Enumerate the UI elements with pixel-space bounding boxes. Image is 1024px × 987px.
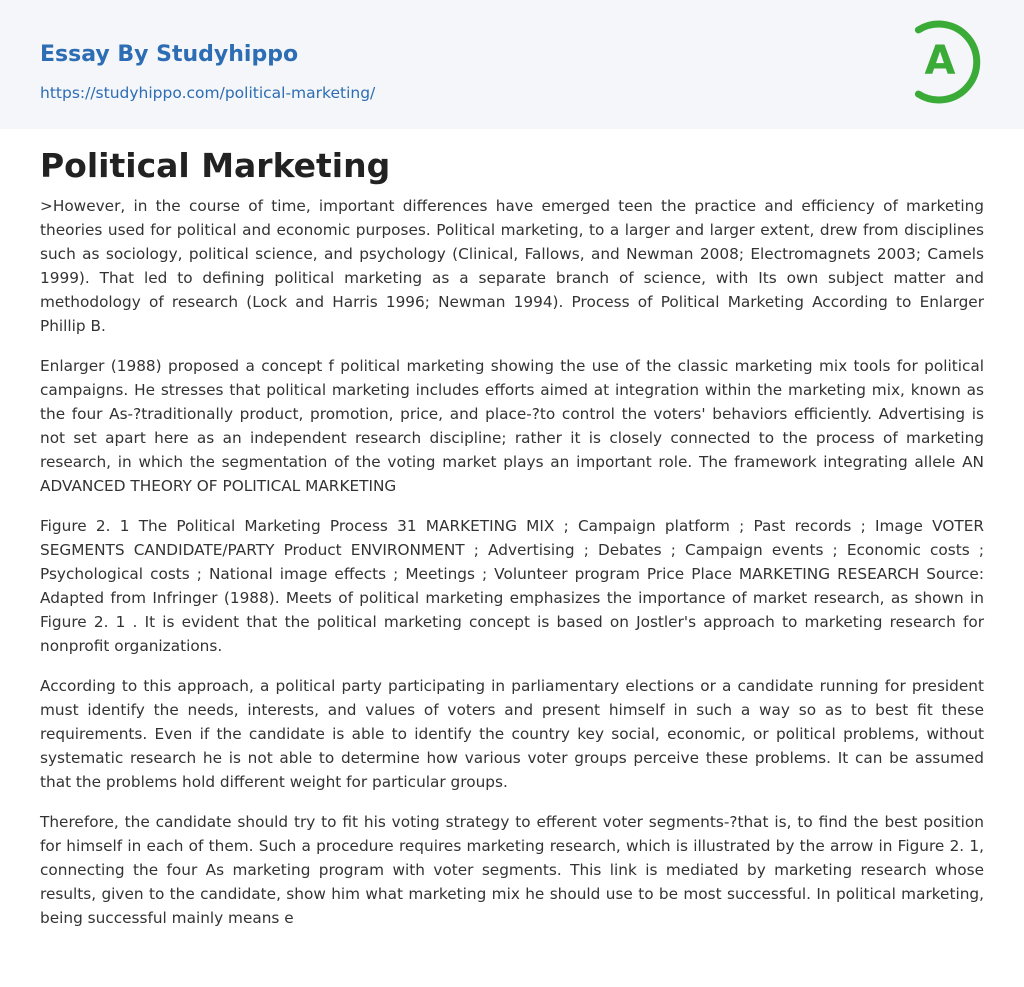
studyhippo-logo-icon[interactable] <box>912 19 986 105</box>
article-body <box>40 194 984 946</box>
site-header <box>0 0 1024 129</box>
logo-letter: A <box>924 38 956 84</box>
article-paragraph: Figure 2. 1 The Political Marketing Process 31 MARKETING MIX ; Campaign platform ; Past records ; Image VOTER SEGMENTS CANDIDATE/PARTY Product ENVIRONMENT ; Advertising ; Debates ; Campaign events ; Economic costs ; Psychological costs ; National image effects ; Meetings ; Volunteer program Price Place MARKETING RESEARCH Source: Adapted from Infringer (1988). Meets of political marketing emphasizes the importance of market research, as shown in Figure 2. 1 . It is evident that the political marketing concept is based on Jostler's approach to marketing research for nonprofit organizations. <box>40 517 984 655</box>
article-paragraph: Therefore, the candidate should try to fit his voting strategy to efferent voter segments-?that is, to find the best position for himself in each of them. Such a procedure requires marketing research, which is illustrated by the arrow in Figure 2. 1, connecting the four As marketing program with voter segments. This link is mediated by marketing research whose results, given to the candidate, show him what marketing mix he should use to be most successful. In political marketing, being successful mainly means e <box>40 813 984 927</box>
article-paragraph: Enlarger (1988) proposed a concept f political marketing showing the use of the classic marketing mix tools for political campaigns. He stresses that political marketing includes efforts aimed at integration within the marketing mix, known as the four As-?traditionally product, promotion, price, and place-?to control the voters' behaviors efficiently. Advertising is not set apart here as an independent research discipline; rather it is closely connected to the process of marketing research, in which the segmentation of the voting market plays an important role. The framework integrating allele AN ADVANCED THEORY OF POLITICAL MARKETING <box>40 357 984 495</box>
essay-url-link[interactable]: https://studyhippo.com/political-marketing/ <box>40 84 376 102</box>
site-brand: Essay By Studyhippo <box>40 42 299 67</box>
article-paragraph: According to this approach, a political party participating in parliamentary elections or a candidate running for president must identify the needs, interests, and values of voters and present himself in such a way so as to best fit these requirements. Even if the candidate is able to identify the country key social, economic, or political problems, without systematic research he is not able to determine how various voter groups perceive these problems. It can be assumed that the problems hold different weight for particular groups. <box>40 677 984 791</box>
article-title: Political Marketing <box>40 146 391 185</box>
article-paragraph: >However, in the course of time, important differences have emerged teen the practice and efficiency of marketing theories used for political and economic purposes. Political marketing, to a larger and larger extent, drew from disciplines such as sociology, political science, and psychology (Clinical, Fallows, and Newman 2008; Electromagnets 2003; Camels 1999). That led to defining political marketing as a separate branch of science, with Its own subject matter and methodology of research (Lock and Harris 1996; Newman 1994). Process of Political Marketing According to Enlarger Phillip B. <box>40 197 984 335</box>
